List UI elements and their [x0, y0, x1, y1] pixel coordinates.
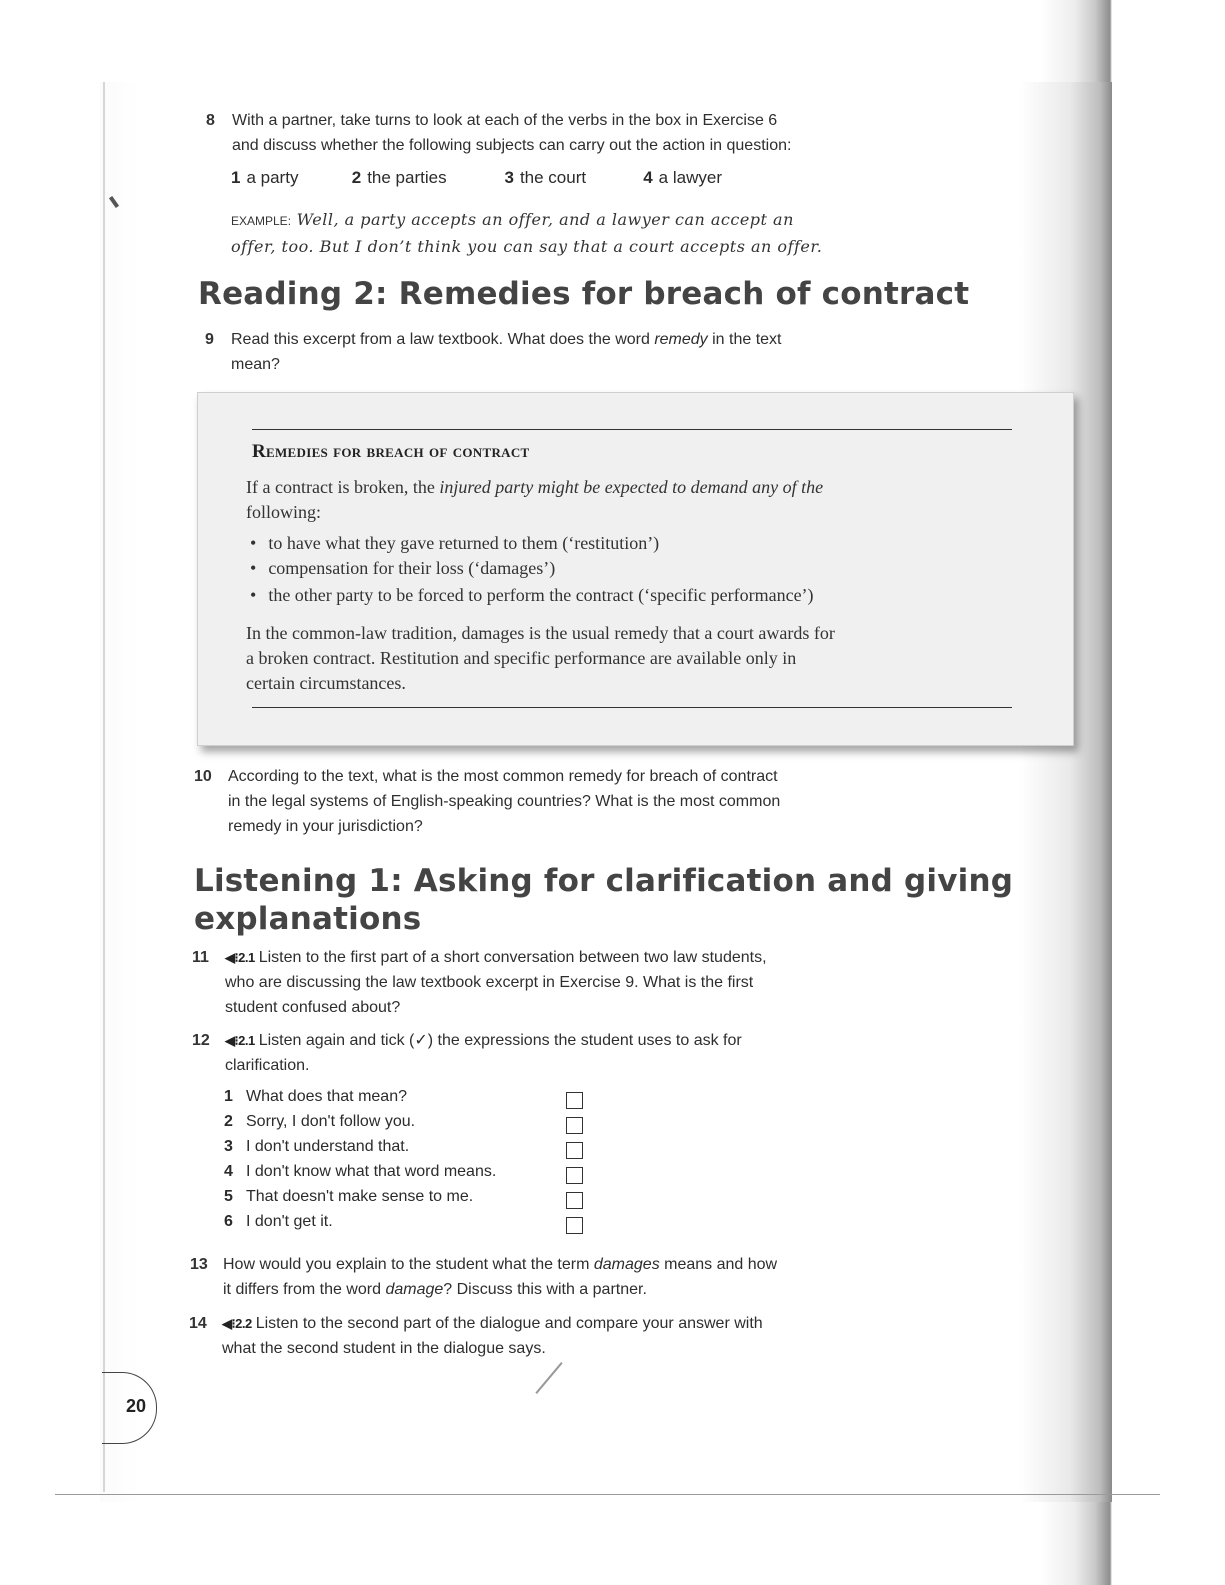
tick-box[interactable] [566, 1092, 583, 1109]
subject-item: 1 a party [231, 168, 299, 187]
checklist-item: 5 That doesn't make sense to me. [224, 1188, 584, 1213]
top-rule [252, 429, 1012, 430]
example-label: EXAMPLE: [231, 214, 292, 228]
exercise-text: With a partner, take turns to look at each of the verbs in the box in Exercise 6 [232, 112, 778, 129]
textbook-excerpt-box [197, 392, 1074, 746]
excerpt-closing: In the common-law tradition, damages is the usual remedy that a court awards for a broken contract. Restitution and specific performance are available only in certain circumstances. [246, 623, 835, 693]
audio-track-icon[interactable]: ◀⁝2.1 [225, 1033, 255, 1048]
exercise-9: 9 Read this excerpt from a law textbook. What does the word remedy in the text mean? [231, 327, 782, 377]
clarification-checklist [224, 1088, 584, 1238]
exercise-number: 12 [192, 1032, 210, 1049]
exercise-10: 10 According to the text, what is the most common remedy for breach of contract in the legal systems of English-speaking countries? What is the most common remedy in your jurisdiction? [228, 764, 780, 839]
page-number: 20 [126, 1396, 147, 1416]
subject-item: 4 a lawyer [643, 168, 722, 187]
audio-track-icon[interactable]: ◀⁝2.1 [225, 950, 255, 965]
exercise-text: mean? [231, 356, 280, 373]
example-text: Well, a party accepts an offer, and a lawyer can accept an [296, 210, 794, 229]
handwritten-example [231, 207, 822, 260]
checklist-item: 3 I don't understand that. [224, 1138, 584, 1163]
bottom-rule [252, 707, 1012, 708]
checklist-item: 2 Sorry, I don't follow you. [224, 1113, 584, 1138]
audio-track-icon[interactable]: ◀⁝2.2 [222, 1316, 252, 1331]
exercise-text: and discuss whether the following subjects can carry out the action in question: [232, 137, 792, 154]
subject-list [231, 168, 722, 188]
subject-item: 2 the parties [351, 168, 447, 187]
exercise-11: 11 ◀⁝2.1 Listen to the first part of a short conversation between two law students, who are discussing the law textbook excerpt in Exercise 9. What is the first student confused about? [225, 945, 767, 1020]
excerpt-bullet: • the other party to be forced to perform the contract (‘specific performance’) [250, 585, 814, 606]
exercise-number: 14 [189, 1315, 207, 1332]
tick-box[interactable] [566, 1167, 583, 1184]
emphasis-word: remedy [654, 331, 708, 348]
checklist-item: 4 I don't know what that word means. [224, 1163, 584, 1188]
exercise-number: 10 [194, 768, 212, 785]
checklist-item: 6 I don't get it. [224, 1213, 584, 1238]
page-number-tab [100, 1372, 158, 1442]
exercise-number: 9 [205, 331, 214, 348]
subject-item: 3 the court [504, 168, 587, 187]
tick-box[interactable] [566, 1217, 583, 1234]
binding-edge [103, 82, 105, 1492]
exercise-14: 14 ◀⁝2.2 Listen to the second part of the dialogue and compare your answer with what the second student in the dialogue says. [222, 1311, 763, 1361]
tick-box[interactable] [566, 1142, 583, 1159]
excerpt-title: Remedies for breach of contract [252, 441, 530, 462]
exercise-number: 11 [192, 949, 209, 966]
exercise-number: 8 [206, 112, 215, 129]
example-text: offer, too. But I don’t think you can say that a court accepts an offer. [231, 237, 823, 256]
exercise-8 [206, 108, 792, 158]
bottom-rule [55, 1494, 1160, 1495]
exercise-12: 12 ◀⁝2.1 Listen again and tick (✓) the expressions the student uses to ask for clarification. [225, 1028, 742, 1078]
checklist-item: 1 What does that mean? [224, 1088, 584, 1113]
excerpt-bullet: • compensation for their loss (‘damages’) [250, 558, 555, 579]
exercise-13: 13 How would you explain to the student what the term damages means and how it differs from the word damage? Discuss this with a partner. [223, 1252, 777, 1302]
section-heading-listening: Listening 1: Asking for clarification and giving explanations [194, 863, 1014, 937]
section-heading-reading: Reading 2: Remedies for breach of contract [198, 276, 970, 312]
excerpt-bullet: • to have what they gave returned to them (‘restitution’) [250, 533, 659, 554]
tick-box[interactable] [566, 1117, 583, 1134]
excerpt-intro: If a contract is broken, the injured party might be expected to demand any of the following: [246, 477, 824, 522]
tick-box[interactable] [566, 1192, 583, 1209]
exercise-number: 13 [190, 1256, 208, 1273]
